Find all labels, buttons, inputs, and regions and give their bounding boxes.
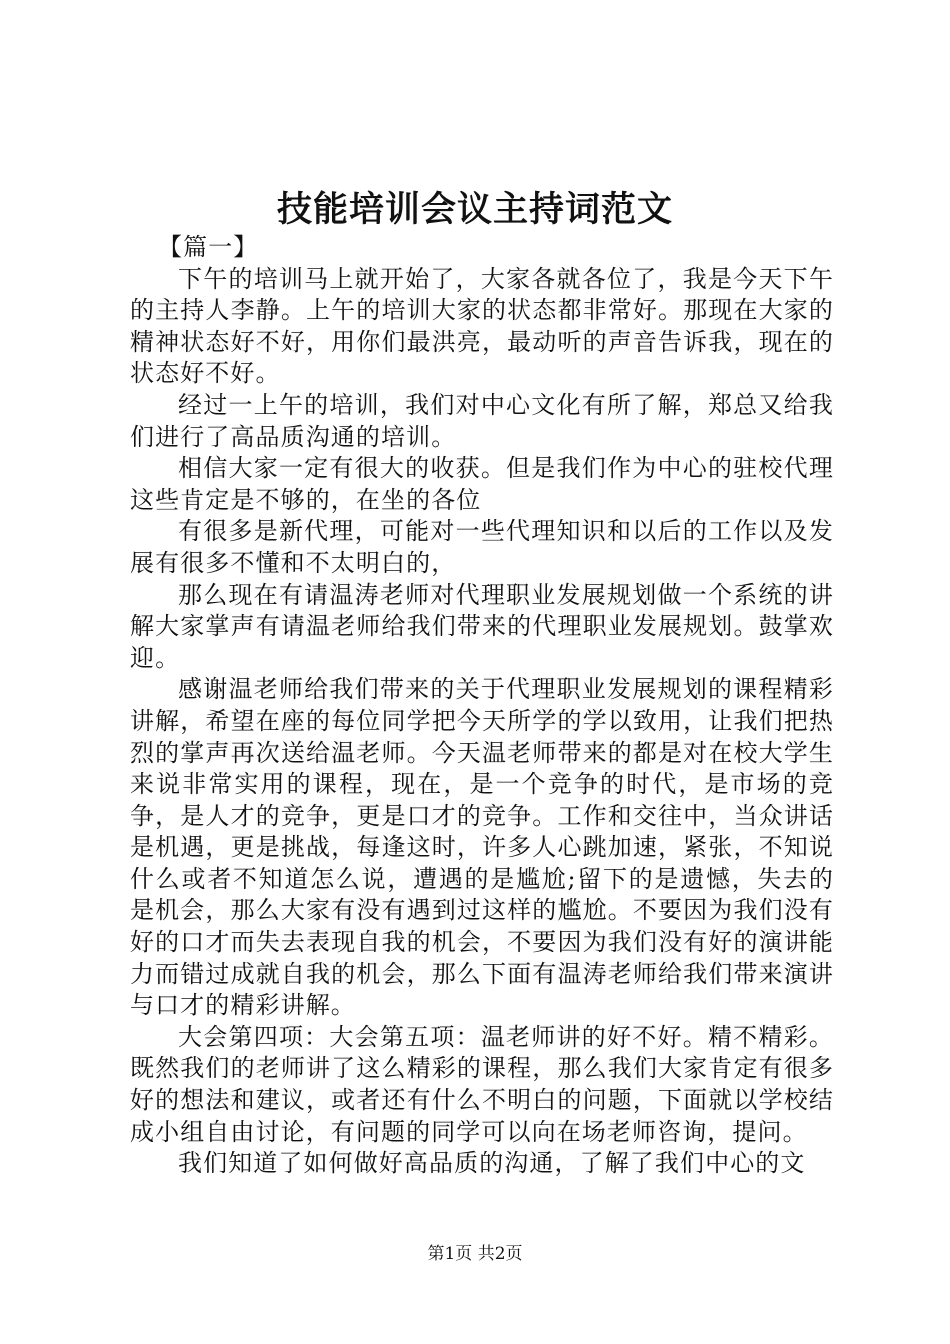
paragraph-3: 相信大家一定有很大的收获。但是我们作为中心的驻校代理这些肯定是不够的，在坐的各位 bbox=[130, 454, 834, 514]
paragraph-8: 我们知道了如何做好高品质的沟通，了解了我们中心的文 bbox=[178, 1149, 806, 1178]
paragraph-1: 下午的培训马上就开始了，大家各就各位了，我是今天下午的主持人李静。上午的培训大家的状态都非常好。那现在大家的精神状态好不好，用你们最洪亮，最动听的声音告诉我，现在的状态好不好。 bbox=[130, 264, 834, 388]
paragraph-6: 感谢温老师给我们带来的关于代理职业发展规划的课程精彩讲解，希望在座的每位同学把今天所学的学以致用，让我们把热烈的掌声再次送给温老师。今天温老师带来的都是对在校大学生来说非常实用的课程，现在，是一个竞争的时代，是市场的竞争，是人才的竞争，更是口才的竞争。工作和交往中，当众讲话是机遇，更是挑战，每逢这时，许多人心跳加速，紧张，不知说什么或者不知道怎么说，遭遇的是尴尬;留下的是遗憾，失去的是机会，那么大家有没有遇到过这样的尴尬。不要因为我们没有好的口才而失去表现自我的机会，不要因为我们没有好的演讲能力而错过成就自我的机会，那么下面有温涛老师给我们带来演讲与口才的精彩讲解。 bbox=[130, 675, 834, 1020]
page-footer: 第1页 共2页 bbox=[427, 1244, 523, 1264]
paragraph-5: 那么现在有请温涛老师对代理职业发展规划做一个系统的讲解大家掌声有请温老师给我们带来的代理职业发展规划。鼓掌欢迎。 bbox=[130, 580, 834, 672]
section-label: 【篇一】 bbox=[158, 233, 259, 261]
paragraph-4: 有很多是新代理，可能对一些代理知识和以后的工作以及发展有很多不懂和不太明白的， bbox=[130, 517, 834, 577]
document-body bbox=[130, 232, 834, 1180]
paragraph-2: 经过一上午的培训，我们对中心文化有所了解，郑总又给我们进行了高品质沟通的培训。 bbox=[130, 390, 834, 451]
paragraph-7: 大会第四项：大会第五项：温老师讲的好不好。精不精彩。既然我们的老师讲了这么精彩的课程，那么我们大家肯定有很多好的想法和建议，或者还有什么不明白的问题，下面就以学校结成小组自由讨论，有问题的同学可以向在场老师咨询，提问。 bbox=[130, 1022, 834, 1146]
document-title: 技能培训会议主持词范文 bbox=[276, 189, 673, 230]
